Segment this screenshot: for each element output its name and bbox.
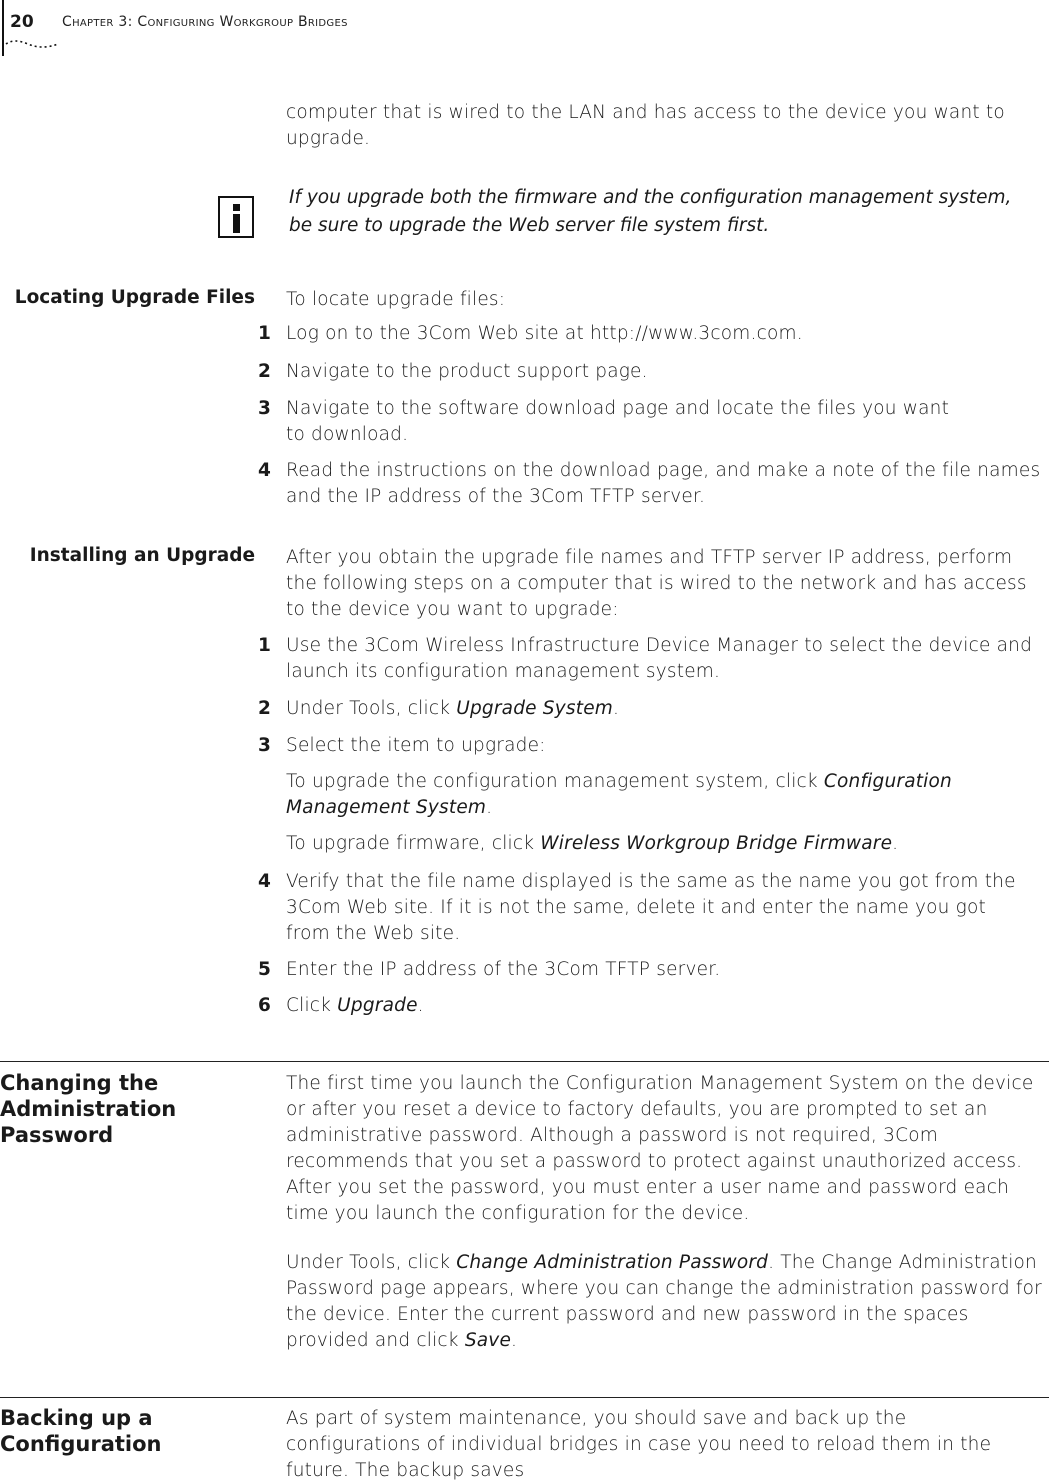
installing-step-number: 6 xyxy=(258,995,271,1016)
installing-sub-option: To upgrade the configuration management system, click Configuration Management System. xyxy=(286,771,952,818)
wireless-workgroup-bridge-firmware-link: Wireless Workgroup Bridge Firmware xyxy=(540,833,893,854)
installing-sub-option: To upgrade firmware, click Wireless Workgroup Bridge Firmware. xyxy=(286,833,899,854)
chapter-title: Chapter 3: Configuring Workgroup Bridges xyxy=(62,14,348,30)
change-administration-password-link: Change Administration Password xyxy=(456,1252,769,1273)
installing-step-number: 2 xyxy=(258,698,271,719)
upgrade-system-link: Upgrade System xyxy=(456,698,613,719)
locating-step-number: 3 xyxy=(258,398,271,419)
locating-step-text: Read the instructions on the download page, and make a note of the file names and the IP address of the 3Com TFTP server. xyxy=(286,460,1041,507)
installing-step-number: 5 xyxy=(258,959,271,980)
installing-step-text: Under Tools, click Upgrade System. xyxy=(286,698,620,719)
page-number: 20 xyxy=(10,12,34,32)
info-icon xyxy=(218,196,254,238)
password-instructions: Under Tools, click Change Administration Password. The Change Administration Password page appears, where you can change the administration password for the device. Enter the current password and new password in the spaces provided and click Save. xyxy=(286,1252,1042,1351)
password-paragraph: The first time you launch the Configuration Management System on the device or after you reset a device to factory defaults, you are prompted to set an administrative password. Although a password is not required, 3Com recommends that you set a password to protect against unauthorized access. After you set the password, you must enter a user name and password each time you launch the configuration for the device. xyxy=(286,1073,1034,1224)
installing-lead: After you obtain the upgrade file names and TFTP server IP address, perform the following steps on a computer that is wired to the network and has access to the device you want to upgrade: xyxy=(286,547,1027,620)
installing-step-text: Use the 3Com Wireless Infrastructure Device Manager to select the device and launch its configuration management system. xyxy=(286,635,1033,682)
heading-changing-admin-password: Changing the Administration Password xyxy=(0,1071,177,1147)
upgrade-link: Upgrade xyxy=(337,995,418,1016)
save-link: Save xyxy=(464,1330,512,1351)
note-text: If you upgrade both the firmware and the configuration management system, be sure to upgrade the Web server file system first. xyxy=(289,187,1012,236)
installing-step-number: 1 xyxy=(258,635,271,656)
heading-backing-up-configuration: Backing up a Configuration xyxy=(0,1406,162,1456)
installing-step-text: Click Upgrade. xyxy=(286,995,424,1016)
installing-step-text: Verify that the file name displayed is the same as the name you got from the 3Com Web site. If it is not the same, delete it and enter the name you got from the Web site. xyxy=(286,871,1016,944)
heading-locating-upgrade-files: Locating Upgrade Files xyxy=(14,287,255,308)
heading-installing-an-upgrade: Installing an Upgrade xyxy=(29,545,255,566)
section-divider xyxy=(0,1397,1049,1398)
installing-step-number: 3 xyxy=(258,735,271,756)
locating-lead: To locate upgrade files: xyxy=(286,289,506,310)
installing-step-text: Select the item to upgrade: xyxy=(286,735,546,756)
locating-step-number: 4 xyxy=(258,460,271,481)
locating-step-number: 1 xyxy=(258,323,271,344)
configuration-management-system-link: Configuration Management System xyxy=(286,771,952,818)
locating-step-text: Navigate to the product support page. xyxy=(286,361,648,382)
locating-step-text: Log on to the 3Com Web site at http://www.3com.com. xyxy=(286,323,803,344)
intro-paragraph: computer that is wired to the LAN and has access to the device you want to upgrade. xyxy=(286,102,1005,149)
locating-step-number: 2 xyxy=(258,361,271,382)
locating-step-text: Navigate to the software download page and locate the files you want to download. xyxy=(286,398,950,445)
section-divider xyxy=(0,1061,1049,1062)
installing-step-text: Enter the IP address of the 3Com TFTP server. xyxy=(286,959,721,980)
installing-step-number: 4 xyxy=(258,871,271,892)
backup-paragraph: As part of system maintenance, you should save and back up the configurations of individual bridges in case you need to reload them in the future. The backup saves xyxy=(286,1408,992,1481)
